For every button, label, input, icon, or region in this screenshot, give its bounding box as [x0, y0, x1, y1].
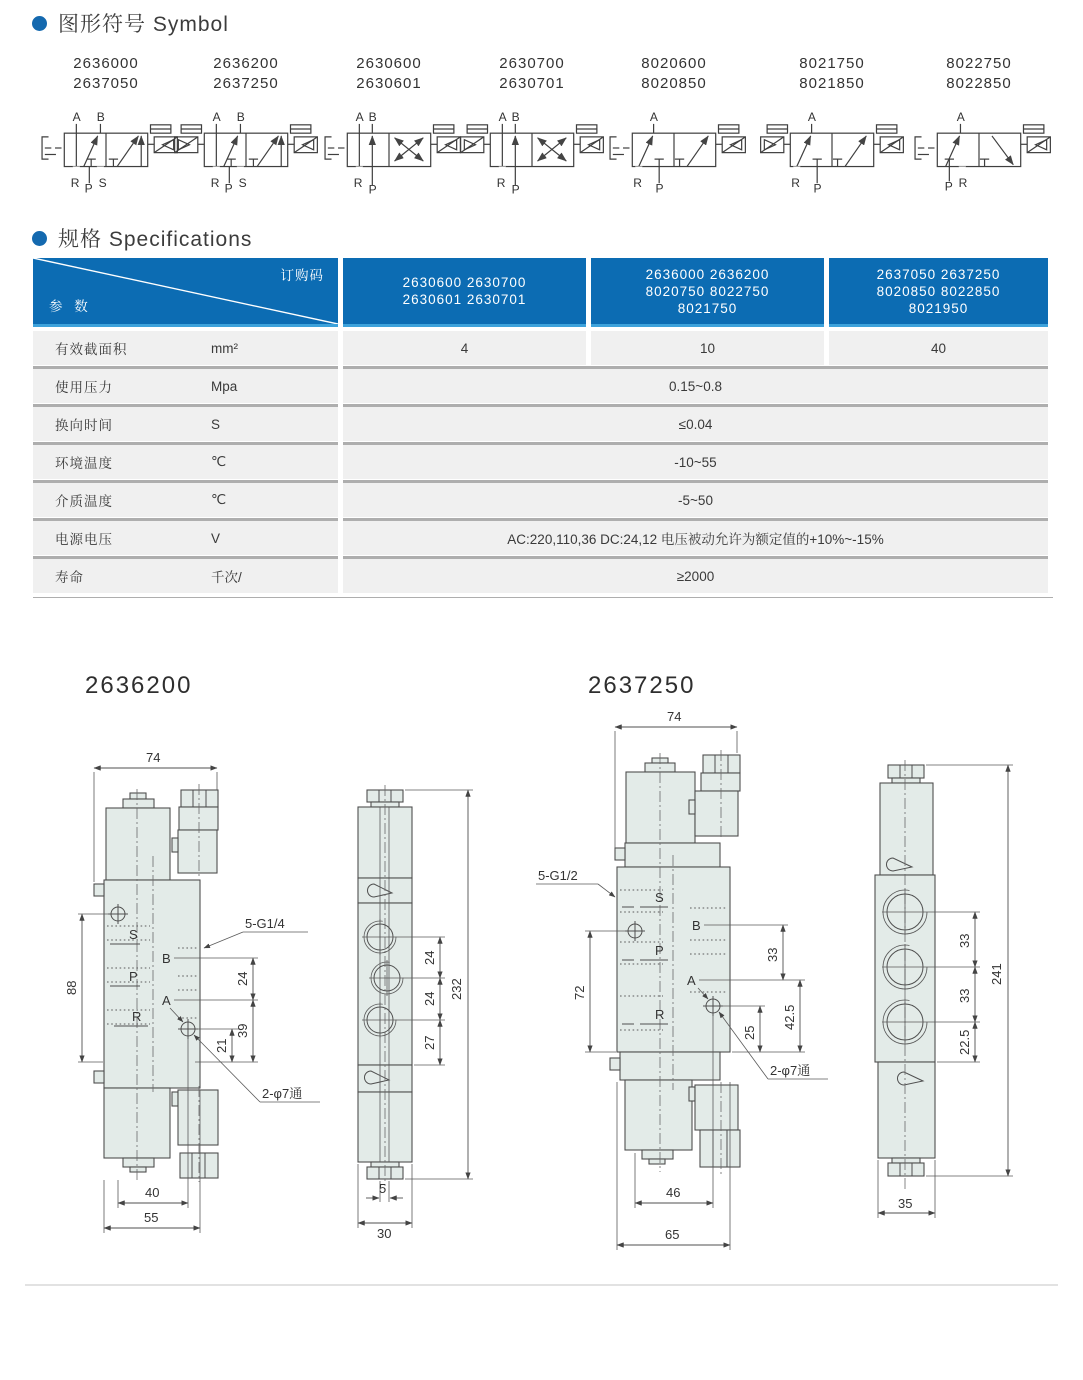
port-label: A: [956, 110, 965, 125]
dim-hole-bottom: 25: [742, 1025, 757, 1040]
header-col-1: [343, 258, 586, 327]
valve-symbol-group-7: [903, 54, 1055, 196]
model-numbers: [30, 54, 182, 94]
port-label: A: [212, 110, 221, 125]
drawing-2637250-front: [536, 709, 828, 1250]
hole-callout: 2-φ7通: [262, 1086, 303, 1101]
corner-label-parameter: 参 数: [49, 299, 92, 314]
value-cell: 10: [591, 331, 824, 365]
dim-bolt-hole: 40: [145, 1185, 160, 1200]
valve-symbol-group-5: [598, 54, 750, 196]
dim-total: 232: [449, 978, 464, 1000]
model-numbers: [456, 54, 608, 94]
valve-symbol-group-6: [756, 54, 908, 196]
drawing-2636200-front: [64, 750, 320, 1233]
model-numbers: [313, 54, 465, 94]
drawing-title-2637250: 2637250: [588, 672, 696, 699]
value-cell: 4: [343, 331, 586, 365]
port-label: P: [813, 181, 822, 196]
dim-total: 241: [989, 963, 1004, 985]
bullet-icon: [32, 16, 47, 31]
section-title-text: 图形符号 Symbol: [58, 13, 229, 36]
valve-symbol-graphic: [903, 100, 1055, 196]
port-label: B: [236, 110, 245, 125]
param-unit: 千次/: [211, 570, 242, 585]
valve-symbol-graphic: [170, 100, 322, 196]
port-label-b: B: [692, 918, 701, 933]
order-codes: 8020850 8022850: [876, 283, 1001, 299]
dim-c1c2: 33: [957, 933, 972, 948]
dim-c3-bottom: 27: [422, 1035, 437, 1050]
drawing-title-2636200: 2636200: [85, 672, 193, 699]
param-name: 环境温度: [55, 456, 113, 471]
param-unit: ℃: [211, 454, 227, 469]
section-title-text: 规格 Specifications: [58, 228, 253, 251]
spec-table: [33, 258, 1053, 598]
param-name: 介质温度: [55, 494, 113, 509]
dim-c2c3: 24: [422, 991, 437, 1006]
valve-symbol-group-2: [170, 54, 322, 196]
port-label: P: [511, 182, 520, 196]
model-number: 2637050: [73, 75, 139, 92]
dim-a-bottom: 39: [235, 1023, 250, 1038]
dim-c1c2: 24: [422, 950, 437, 965]
specs-section-title: [32, 223, 252, 253]
param-name: 换向时间: [55, 418, 113, 433]
dim-c2c3: 33: [957, 988, 972, 1003]
order-codes: 2630601 2630701: [402, 292, 527, 307]
model-numbers: [756, 54, 908, 94]
port-label-p: P: [129, 969, 138, 984]
value-cell: 0.15~0.8: [343, 369, 1048, 403]
port-label: R: [496, 175, 506, 190]
param-cell: [33, 445, 338, 479]
dim-width: 74: [667, 709, 682, 724]
model-number: 8022750: [946, 55, 1012, 72]
param-name: 寿命: [55, 570, 84, 585]
port-label-a: A: [687, 973, 696, 988]
port-label: P: [944, 179, 953, 194]
value-cell: ≤0.04: [343, 407, 1048, 441]
port-label: P: [224, 181, 233, 196]
dim-body-width: 55: [144, 1210, 159, 1225]
dimension-drawings: [0, 645, 1083, 1300]
bottom-divider: [25, 1284, 1058, 1286]
dim-height: 72: [572, 985, 587, 1000]
dim-height: 88: [64, 980, 79, 995]
model-number: 2636000: [73, 55, 139, 72]
order-codes: 2637050 2637250: [876, 266, 1001, 282]
dim-width: 35: [898, 1196, 913, 1211]
value-cell: 40: [829, 331, 1048, 365]
dim-port-span: 24: [235, 971, 250, 986]
port-label: B: [96, 110, 105, 125]
param-cell: [33, 331, 338, 365]
param-cell: [33, 521, 338, 555]
table-row: [33, 369, 1053, 403]
hole-callout: 2-φ7通: [770, 1063, 811, 1078]
header-col-3: [829, 258, 1048, 327]
port-label-r: R: [132, 1009, 142, 1024]
model-number: 8022850: [946, 75, 1012, 92]
table-row: [33, 407, 1053, 441]
table-row: [33, 521, 1053, 555]
port-label: B: [511, 110, 520, 125]
param-cell: [33, 483, 338, 517]
spec-table-header: [33, 258, 1053, 327]
valve-symbol-group-1: [30, 54, 182, 196]
port-label: R: [958, 175, 968, 190]
valve-symbol-graphic: [756, 100, 908, 196]
param-name: 电源电压: [55, 532, 113, 547]
dim-body-width: 65: [665, 1227, 680, 1242]
dim-bolt-hole: 46: [666, 1185, 681, 1200]
port-label: R: [210, 175, 220, 190]
table-row: [33, 559, 1053, 593]
order-codes: 8021750: [677, 300, 738, 316]
model-number: 2636200: [213, 55, 279, 72]
valve-symbol-group-3: [313, 54, 465, 196]
dim-a-bottom: 42.5: [782, 1004, 797, 1030]
value-cell: -5~50: [343, 483, 1048, 517]
port-label-s: S: [129, 927, 138, 942]
port-label: A: [72, 110, 81, 125]
value-cell: ≥2000: [343, 559, 1048, 593]
table-row: [33, 445, 1053, 479]
param-name: 使用压力: [55, 380, 113, 395]
model-number: 8020600: [641, 55, 707, 72]
valve-symbol-graphic: [313, 100, 465, 196]
port-label: A: [355, 110, 364, 125]
order-codes: 8020750 8022750: [645, 283, 770, 299]
port-label-a: A: [162, 993, 171, 1008]
port-label: P: [368, 182, 377, 196]
port-label: A: [807, 110, 816, 125]
header-corner-cell: [33, 258, 338, 327]
drawing-2637250-side: [875, 760, 1013, 1218]
model-number: 2630700: [499, 55, 565, 72]
port-label: R: [791, 175, 800, 190]
dim-c3-bottom: 22.5: [957, 1029, 972, 1055]
model-numbers: [903, 54, 1055, 94]
dim-width: 30: [377, 1226, 392, 1241]
param-unit: V: [211, 530, 221, 546]
dim-hole-bottom: 21: [214, 1038, 229, 1053]
port-label-s: S: [655, 890, 664, 905]
param-unit: ℃: [211, 492, 227, 507]
drawing-2636200-side: [358, 785, 473, 1241]
model-number: 8021850: [799, 75, 865, 92]
model-number: 8020850: [641, 75, 707, 92]
valve-symbol-graphic: [30, 100, 182, 196]
port-label: A: [498, 110, 507, 125]
param-unit: S: [211, 416, 221, 432]
thread-callout: 5-G1/2: [538, 868, 578, 883]
valve-symbol-group-4: [456, 54, 608, 196]
value-cell: AC:220,110,36 DC:24,12 电压被动允许为额定值的+10%~-15%: [343, 521, 1048, 555]
port-label: R: [70, 175, 80, 190]
spec-table-body: [33, 331, 1053, 598]
model-number: 2630600: [356, 55, 422, 72]
thread-callout: 5-G1/4: [245, 916, 285, 931]
model-numbers: [598, 54, 750, 94]
port-label-p: P: [655, 943, 664, 958]
port-label: S: [238, 175, 247, 190]
model-number: 2630601: [356, 75, 422, 92]
dim-port-span: 33: [765, 947, 780, 962]
order-codes: 8021950: [908, 300, 969, 316]
param-name: 有效截面积: [55, 342, 128, 357]
port-label: P: [655, 181, 664, 196]
table-row: [33, 331, 1053, 365]
valve-symbol-graphic: [598, 100, 750, 196]
table-row: [33, 483, 1053, 517]
order-codes: 2636000 2636200: [645, 266, 770, 282]
corner-label-order-code: 订购码: [280, 268, 324, 283]
symbol-section-title: [32, 8, 229, 38]
model-number: 8021750: [799, 55, 865, 72]
param-unit: Mpa: [211, 378, 238, 394]
port-label-b: B: [162, 951, 171, 966]
model-number: 2630701: [499, 75, 565, 92]
port-label-r: R: [655, 1007, 665, 1022]
order-codes: 2630600 2630700: [402, 275, 527, 290]
model-numbers: [170, 54, 322, 94]
port-label: R: [353, 175, 363, 190]
valve-symbol-graphic: [456, 100, 608, 196]
param-cell: [33, 559, 338, 593]
dim-offset: 5: [379, 1181, 387, 1196]
param-cell: [33, 369, 338, 403]
dim-width: 74: [146, 750, 161, 765]
port-label: B: [368, 110, 377, 125]
model-number: 2637250: [213, 75, 279, 92]
param-cell: [33, 407, 338, 441]
port-label: R: [633, 175, 642, 190]
port-label: A: [649, 110, 658, 125]
header-col-2: [591, 258, 824, 327]
port-label: S: [98, 175, 107, 190]
port-label: P: [84, 181, 93, 196]
param-unit: mm²: [211, 340, 238, 356]
value-cell: -10~55: [343, 445, 1048, 479]
bullet-icon: [32, 231, 47, 246]
